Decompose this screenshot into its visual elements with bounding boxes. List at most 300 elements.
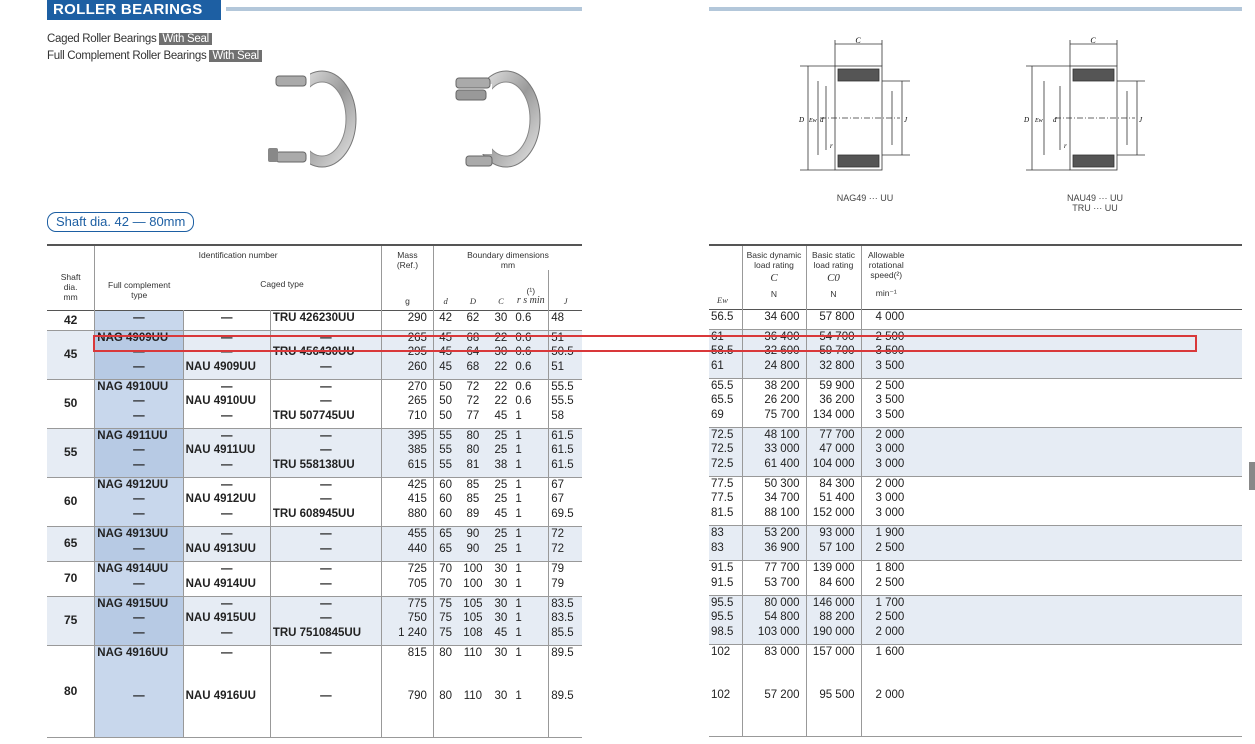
cell-Cr: 103 000 [742, 625, 806, 644]
cell-d: 45 [433, 360, 457, 379]
cell-spacer [911, 427, 1242, 442]
dim-label-D: D [1024, 116, 1030, 124]
nag-diagram-caption: NAG49 ··· UU [836, 193, 894, 203]
cell-D: 85 [466, 493, 480, 505]
cell-d: 75 [433, 611, 457, 626]
col-identification-header: Identification number [95, 245, 382, 270]
table-row [709, 427, 1242, 442]
col-full-header: Full complement type [95, 270, 183, 310]
cell-d: 45 [433, 345, 457, 360]
cell-d: 80 [433, 645, 457, 689]
cell-full: — [95, 394, 183, 409]
table-row [709, 688, 1242, 736]
col-J-header: J [549, 270, 582, 310]
cell-nau: NAU 4916UU [183, 689, 270, 737]
col-dyn-unit: N [770, 289, 778, 299]
cell-spacer [911, 442, 1242, 457]
cell-Ew: 69 [709, 408, 742, 427]
cell-J: 85.5 [549, 626, 582, 645]
cell-Cr: 48 100 [742, 427, 806, 442]
cell-shaft: 55 [47, 428, 95, 477]
cell-tru: — [270, 492, 381, 507]
col-D-header: D [469, 295, 476, 306]
cell-C0: 88 200 [806, 610, 861, 625]
cell-tru: TRU 456430UU [270, 345, 381, 360]
subtitle-caged-text: Caged Roller Bearings [47, 33, 157, 45]
cell-mass: 265 [381, 330, 433, 345]
cell-r: 0.6 [513, 310, 548, 330]
cell-d: 55 [433, 428, 457, 443]
cell-J: 61.5 [549, 428, 582, 443]
cell-Cr: 53 200 [742, 525, 806, 541]
cell-full: — [95, 360, 183, 379]
cell-full: — [95, 507, 183, 526]
cell-D: 89 [457, 507, 488, 526]
cell-shaft: 50 [47, 379, 95, 428]
cell-Ew: 58.5 [709, 344, 742, 359]
cell-mass: 455 [381, 526, 433, 542]
subtitle-full-text: Full Complement Roller Bearings [47, 50, 207, 62]
table-row [709, 393, 1242, 408]
col-speed-label: Allowable rotational speed(²) [868, 250, 905, 280]
cell-Cr: 32 600 [742, 344, 806, 359]
cell-nau: NAU 4911UU [183, 443, 270, 458]
full-complement-bearing-image [448, 64, 548, 174]
right-spec-table [709, 244, 1242, 737]
cell-Ew: 91.5 [709, 576, 742, 596]
cell-speed: 1 900 [861, 525, 911, 541]
cell-mass: 705 [381, 577, 433, 597]
cell-nau: — [183, 526, 270, 542]
cell-Cr: 38 200 [742, 378, 806, 393]
cell-spacer [911, 457, 1242, 476]
cell-spacer [911, 359, 1242, 378]
left-spec-table [47, 244, 582, 738]
cell-Cr: 57 200 [742, 688, 806, 736]
cell-C0: 36 200 [806, 393, 861, 408]
cell-C: 45 [488, 626, 513, 645]
cell-C: 30 [488, 310, 513, 330]
nau-diagram-caption [1030, 193, 1160, 213]
cell-mass: 385 [381, 443, 433, 458]
subtitle-full [47, 50, 262, 62]
col-ew-header: Ew [717, 294, 728, 305]
cell-nau: — [183, 330, 270, 345]
cell-speed: 3 000 [861, 491, 911, 506]
cell-r: 0.6 [515, 380, 532, 393]
cell-r: 1 [513, 443, 548, 458]
table-row [709, 408, 1242, 427]
cell-J: 72 [549, 526, 582, 542]
tru-caption-line: TRU ··· UU [1072, 203, 1118, 213]
cell-D: 62 [457, 310, 488, 330]
cell-speed: 2 500 [861, 378, 911, 393]
cell-Cr: 88 100 [742, 506, 806, 525]
cell-J: 48 [549, 310, 582, 330]
cell-Ew: 81.5 [709, 506, 742, 525]
subtitle-caged [47, 33, 212, 45]
cell-Ew: 77.5 [711, 477, 734, 490]
cell-tru: — [270, 596, 381, 611]
cell-Cr: 34 700 [742, 491, 806, 506]
cell-J: 55.5 [549, 394, 582, 409]
table-row [709, 457, 1242, 476]
cell-C: 25 [488, 428, 513, 443]
cell-r: 1 [513, 689, 548, 737]
cell-C: 30 [494, 646, 508, 659]
cell-C0: 104 000 [806, 457, 861, 476]
table-row [709, 442, 1242, 457]
table-row [709, 506, 1242, 525]
cell-full: — [95, 409, 183, 428]
cell-J: 83.5 [549, 596, 582, 611]
cell-mass: 440 [381, 542, 433, 562]
cell-Ew: 61 [709, 329, 742, 344]
page-title: ROLLER BEARINGS [47, 0, 221, 20]
dim-label-c: C [855, 36, 861, 45]
cell-full: — [95, 458, 183, 477]
cell-d: 75 [433, 596, 457, 611]
cell-spacer [911, 560, 1242, 576]
cell-C0: 93 000 [806, 525, 861, 541]
dim-label-Ew: Ew [1035, 118, 1043, 124]
cell-tru: TRU 426230UU [270, 310, 381, 330]
cell-tru: — [270, 542, 381, 562]
cell-mass: 815 [381, 645, 433, 689]
cell-nau: — [183, 428, 270, 443]
title-rule-left [226, 7, 582, 11]
table-row [47, 645, 582, 689]
col-stat-header [806, 245, 861, 309]
shaft-range-badge: Shaft dia. 42 — 80mm [47, 212, 194, 232]
cell-J: 89.5 [549, 689, 582, 737]
cell-C0: 57 800 [806, 309, 861, 329]
cell-speed: 2 500 [861, 610, 911, 625]
col-shaft-header: Shaft dia. mm [60, 271, 81, 302]
cell-J: 72 [549, 542, 582, 562]
table-row [47, 577, 582, 597]
cell-mass: 415 [381, 492, 433, 507]
cell-shaft: 42 [47, 310, 95, 330]
cell-nau: — [183, 645, 270, 689]
table-row [47, 626, 582, 645]
cell-shaft: 45 [47, 330, 95, 379]
cell-spacer [911, 506, 1242, 525]
cell-Cr: 80 000 [742, 595, 806, 610]
cell-spacer [911, 525, 1242, 541]
cell-Ew: 102 [711, 645, 731, 658]
cell-speed: 1 700 [861, 595, 911, 610]
nau-caption-line: NAU49 ··· UU [1066, 193, 1123, 203]
cell-tru: — [270, 689, 381, 737]
dim-label-J: J [904, 116, 908, 124]
cell-D: 110 [457, 689, 488, 737]
cell-Ew: 65.5 [711, 394, 734, 406]
cell-r: 1 [513, 596, 548, 611]
cell-C: 38 [488, 458, 513, 477]
cell-d: 60 [433, 507, 457, 526]
table-row [709, 576, 1242, 596]
cell-J: 79 [549, 561, 582, 577]
cell-speed: 3 500 [861, 408, 911, 427]
dim-label-J: J [1139, 116, 1143, 124]
dim-label-d: d [820, 116, 824, 124]
cell-Cr: 24 800 [742, 359, 806, 378]
cell-J: 55.5 [549, 379, 582, 394]
cell-shaft: 75 [47, 596, 95, 645]
cell-mass: 260 [381, 360, 433, 379]
cell-D: 90 [457, 526, 488, 542]
cell-Cr: 36 400 [742, 329, 806, 344]
cell-mass: 750 [381, 611, 433, 626]
table-row [47, 611, 582, 626]
cell-Ew: 91.5 [711, 561, 734, 574]
cell-spacer [911, 309, 1242, 329]
cell-D: 64 [457, 345, 488, 360]
cell-spacer [911, 625, 1242, 644]
cell-nau: — [183, 458, 270, 477]
cell-shaft: 65 [47, 526, 95, 561]
cell-d: 60 [433, 492, 457, 507]
cell-C: 25 [494, 478, 508, 491]
cell-C0: 77 700 [806, 427, 861, 442]
cell-spacer [911, 576, 1242, 596]
cell-r: 1 [513, 542, 548, 562]
table-row [709, 625, 1242, 644]
cell-C: 30 [494, 562, 508, 575]
cell-J: 61.5 [549, 458, 582, 477]
cell-nau: — [183, 310, 270, 330]
cell-D: 77 [457, 409, 488, 428]
cell-mass: 265 [381, 394, 433, 409]
table-row [47, 379, 582, 394]
cell-r: 0.6 [513, 345, 548, 360]
cell-d: 50 [433, 409, 457, 428]
cell-full: — [95, 611, 183, 626]
cell-J: 69.5 [549, 507, 582, 526]
cell-r: 1 [515, 493, 522, 505]
dim-label-c: C [1090, 36, 1096, 45]
table-row [709, 541, 1242, 561]
cell-speed: 2 500 [861, 329, 911, 344]
cell-tru: — [270, 379, 381, 394]
cell-full: — [95, 542, 183, 562]
table-row [47, 492, 582, 507]
cell-tru: — [270, 428, 381, 443]
cell-tru: — [270, 443, 381, 458]
cell-D: 105 [457, 596, 488, 611]
table-row [47, 443, 582, 458]
cell-C0: 95 500 [806, 688, 861, 736]
table-row [47, 458, 582, 477]
cell-d: 60 [433, 477, 457, 492]
cell-D: 90 [457, 542, 488, 562]
cell-Ew: 95.5 [709, 610, 742, 625]
cell-nau: NAU 4910UU [183, 394, 270, 409]
col-r-note: (¹) [526, 285, 536, 296]
caged-bearing-image [262, 64, 362, 174]
cell-Ew: 83 [709, 541, 742, 561]
cell-nau: — [183, 477, 270, 492]
cell-mass: 790 [381, 689, 433, 737]
cell-r: 0.6 [513, 330, 548, 345]
cell-speed: 1 800 [861, 560, 911, 576]
cell-J: 61.5 [549, 443, 582, 458]
cell-r: 0.6 [513, 360, 548, 379]
cell-mass: 880 [381, 507, 433, 526]
cell-C: 25 [488, 542, 513, 562]
cell-J: 83.5 [549, 611, 582, 626]
cell-tru: — [270, 526, 381, 542]
cell-spacer [911, 393, 1242, 408]
dim-label-r: r [1064, 142, 1067, 150]
cell-r: 1 [513, 428, 548, 443]
cell-nau: — [183, 345, 270, 360]
cell-C: 30 [488, 345, 513, 360]
cell-nau: — [183, 409, 270, 428]
table-row [47, 409, 582, 428]
cell-full: — [95, 492, 183, 507]
table-row [47, 561, 582, 577]
cell-speed: 2 500 [861, 541, 911, 561]
cell-speed: 2 000 [861, 476, 911, 491]
cell-mass: 395 [381, 428, 433, 443]
cell-tru: TRU 558138UU [270, 458, 381, 477]
cell-C0: 84 300 [806, 476, 861, 491]
cell-C0: 54 700 [806, 329, 861, 344]
row-highlight-box [93, 335, 1197, 352]
table-row [709, 644, 1242, 688]
cell-tru: — [270, 561, 381, 577]
col-stat-unit: N [830, 289, 837, 299]
cell-shaft: 80 [47, 645, 95, 737]
cell-C: 30 [488, 596, 513, 611]
cell-spacer [911, 476, 1242, 491]
cell-r: 1 [513, 577, 548, 597]
cell-speed: 2 000 [861, 625, 911, 644]
cell-nau: — [183, 626, 270, 645]
table-row [709, 476, 1242, 491]
cell-r: 1 [515, 646, 522, 659]
cell-C0: 134 000 [806, 408, 861, 427]
cell-tru: TRU 507745UU [270, 409, 381, 428]
cell-C: 22 [488, 360, 513, 379]
cell-full: — [95, 443, 183, 458]
cell-D: 81 [457, 458, 488, 477]
cell-tru: — [270, 477, 381, 492]
cell-nau: — [183, 507, 270, 526]
cell-Cr: 26 200 [742, 393, 806, 408]
right-spacer-header [911, 245, 1242, 309]
cell-Cr: 77 700 [742, 560, 806, 576]
cell-tru: — [270, 611, 381, 626]
cell-C0: 157 000 [806, 644, 861, 688]
cell-mass: 710 [381, 409, 433, 428]
cell-D: 80 [457, 443, 488, 458]
cell-speed: 4 000 [861, 309, 911, 329]
cell-speed: 2 000 [861, 688, 911, 736]
cell-C0: 146 000 [806, 595, 861, 610]
cell-tru: — [270, 645, 381, 689]
cell-speed: 1 600 [861, 644, 911, 688]
table-row [47, 542, 582, 562]
cell-Ew: 98.5 [709, 625, 742, 644]
cell-C: 22 [494, 380, 508, 393]
cell-nau: — [183, 561, 270, 577]
cell-speed: 3 500 [861, 393, 911, 408]
cell-Ew: 102 [709, 688, 742, 736]
cell-D: 85 [466, 478, 480, 491]
cell-tru: — [270, 394, 381, 409]
cell-nau: NAU 4913UU [183, 542, 270, 562]
cell-d: 75 [433, 626, 457, 645]
cell-J: 67 [549, 477, 582, 492]
seal-tag: With Seal [159, 33, 212, 45]
cell-C0: 59 900 [806, 378, 861, 393]
cell-J: 67 [549, 492, 582, 507]
cell-Ew: 56.5 [709, 309, 742, 329]
cell-C: 25 [488, 443, 513, 458]
cell-Cr: 83 000 [742, 644, 806, 688]
cell-speed: 3 500 [861, 359, 911, 378]
cell-C: 45 [488, 409, 513, 428]
cell-d: 50 [433, 394, 457, 409]
cell-speed: 3 000 [861, 506, 911, 525]
cell-tru: TRU 7510845UU [270, 626, 381, 645]
cell-spacer [911, 610, 1242, 625]
cell-r: 1 [513, 458, 548, 477]
cell-nau: — [183, 596, 270, 611]
col-boundary-header: Boundary dimensions mm [433, 245, 582, 270]
cell-Ew: 77.5 [711, 492, 734, 504]
cell-full: — [95, 626, 183, 645]
cell-tru: — [270, 577, 381, 597]
cell-full: NAG 4915UU [95, 596, 183, 611]
cell-J: 51 [549, 360, 582, 379]
cell-C: 25 [494, 493, 508, 505]
col-dyn-label: Basic dynamic load rating [746, 250, 802, 270]
cell-full: NAG 4914UU [95, 561, 183, 577]
cell-nau: NAU 4912UU [183, 492, 270, 507]
cell-C: 22 [488, 330, 513, 345]
table-row [709, 525, 1242, 541]
col-stat-label: Basic static load rating [812, 250, 855, 270]
cell-D: 108 [457, 626, 488, 645]
table-row [47, 394, 582, 409]
cell-mass: 615 [381, 458, 433, 477]
cell-nau: NAU 4915UU [183, 611, 270, 626]
table-row [47, 360, 582, 379]
cell-r: 1 [513, 611, 548, 626]
cell-speed: 3 000 [861, 442, 911, 457]
cell-D: 68 [457, 330, 488, 345]
seal-tag: With Seal [209, 50, 262, 62]
table-row [47, 507, 582, 526]
cell-C: 30 [488, 577, 513, 597]
col-dyn-symbol: C [770, 272, 778, 284]
table-row [47, 310, 582, 330]
cell-Cr: 33 000 [742, 442, 806, 457]
table-row [47, 526, 582, 542]
cell-J: 79 [549, 577, 582, 597]
cell-mass: 270 [381, 379, 433, 394]
cell-nau: NAU 4914UU [183, 577, 270, 597]
cell-r: 0.6 [515, 395, 532, 407]
cell-d: 70 [433, 561, 457, 577]
cell-full: — [95, 310, 183, 330]
cell-Ew: 65.5 [711, 379, 734, 392]
table-row [709, 309, 1242, 329]
